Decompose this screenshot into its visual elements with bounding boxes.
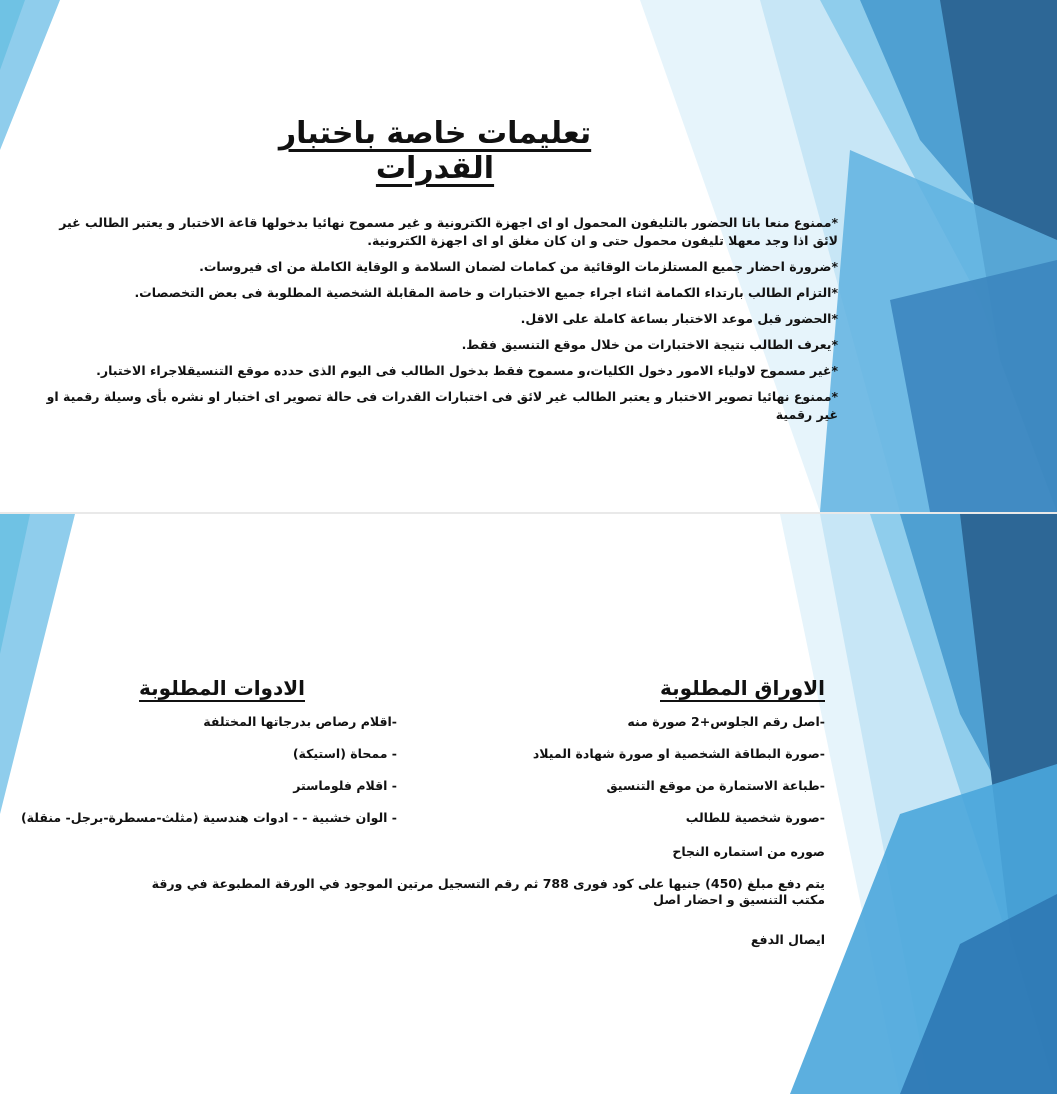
papers-list — [465, 714, 825, 842]
list-item: - الوان خشبية - - ادوات هندسية (مثلث-مسطرة-برجل- منقلة) — [20, 810, 397, 825]
page-title: تعليمات خاصة باختبار القدرات — [278, 116, 592, 186]
papers-heading: الاوراق المطلوبة — [660, 676, 825, 700]
tools-heading: الادوات المطلوبة — [139, 676, 305, 700]
list-item: *غير مسموح لاولياء الامور دخول الكليات،و مسموح فقط بدخول الطالب فى اليوم الذى حدده موقع التنسيقلاجراء الاختبار. — [96, 363, 838, 378]
rules-list — [40, 214, 838, 432]
list-item: *يعرف الطالب نتيجة الاختبارات من خلال موقع التنسيق فقط. — [461, 337, 838, 352]
list-item: *الحضور قبل موعد الاختبار بساعة كاملة على الاقل. — [520, 311, 838, 326]
list-item: *ضرورة احضار جميع المستلزمات الوقائية من كمامات لضمان السلامة و الوقاية الكاملة من اى فيروسات. — [199, 259, 838, 274]
tools-list — [20, 714, 397, 842]
list-item: -اصل رقم الجلوس+2 صورة منه — [627, 714, 825, 729]
list-item: -اقلام رصاص بدرجاتها المختلفة — [203, 714, 397, 729]
list-item: *ممنوع نهائيا تصوير الاختبار و يعتبر الطالب غير لائق فى اختبارات القدرات فى حالة تصوير اى اختبار او نشره بأى وسيلة رقمية او غير رقمية — [46, 389, 838, 422]
receipt-note: ايصال الدفع — [750, 932, 825, 947]
slide-instructions — [0, 0, 1057, 512]
list-item: -صورة شخصية للطالب — [685, 810, 825, 825]
list-item: -طباعة الاستمارة من موقع التنسيق — [606, 778, 825, 793]
list-item: -صورة البطاقة الشخصية او صورة شهادة الميلاد — [532, 746, 825, 761]
list-item: *ممنوع منعا باتا الحضور بالتليفون المحمول او اى اجهزة الكترونية و غير مسموح نهائيا بدخولها قاعة الاختبار و يعتبر الطالب غير لائق اذا وجد معهلا تليفون محمول حتى و ان كان مغلق او اى اجهزة الكترونية. — [59, 215, 838, 248]
payment-note: يتم دفع مبلغ (450) جنيها على كود فورى 788 ثم رقم التسجيل مرتين الموجود في الورقة المطبوعة في ورقة مكتب التنسيق و احضار اصل — [151, 876, 825, 907]
list-item: *التزام الطالب بارتداء الكمامة اثناء اجراء جميع الاختبارات و خاصة المقابلة الشخصية المطلوبة فى بعض التخصصات. — [134, 285, 838, 300]
slide-requirements — [0, 514, 1057, 1094]
success-copy-note: صوره من استماره النجاح — [672, 844, 825, 859]
list-item: - اقلام فلوماستر — [293, 778, 397, 793]
list-item: - ممحاة (استيكة) — [292, 746, 397, 761]
